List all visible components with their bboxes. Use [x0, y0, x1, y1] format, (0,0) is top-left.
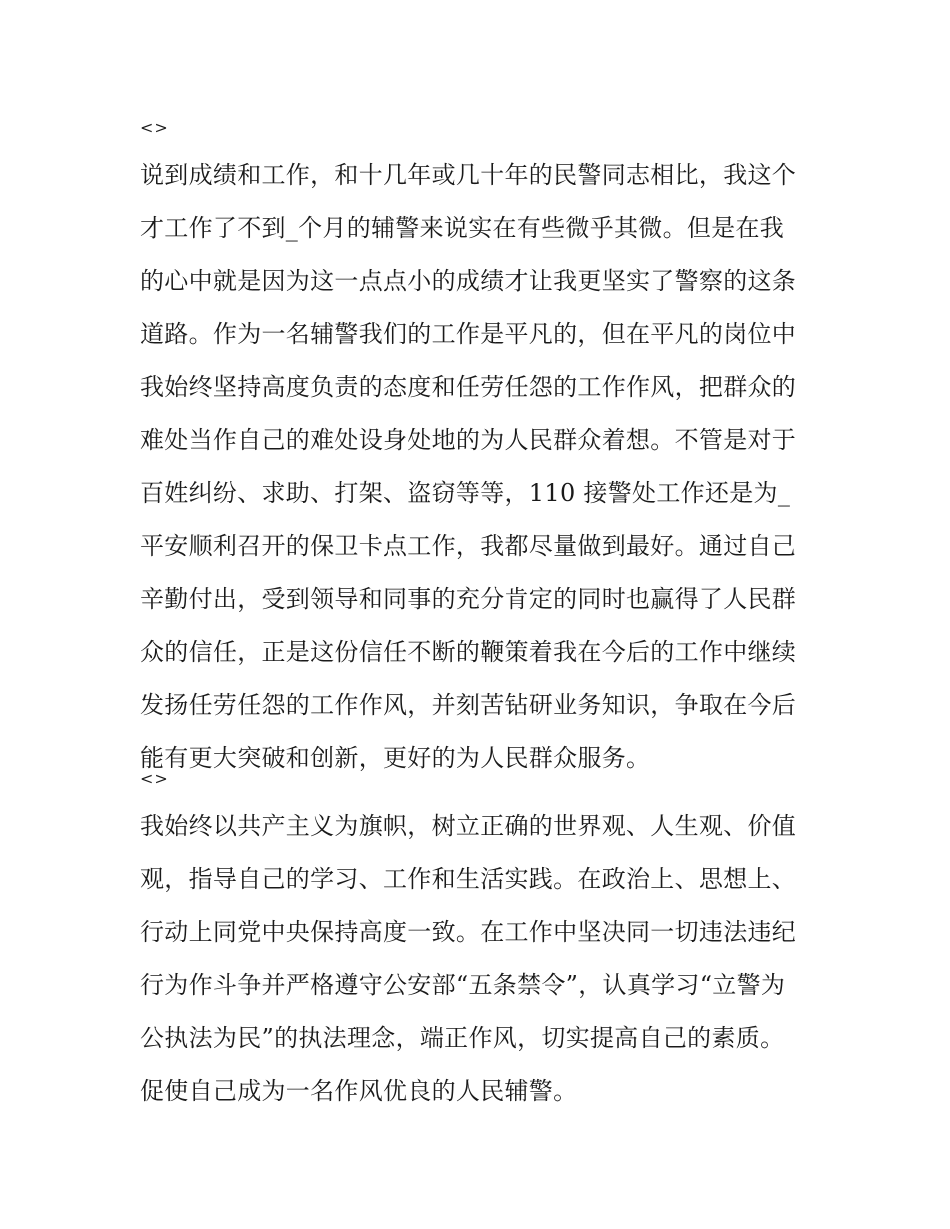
paragraph-2-line-2: 观，指导自己的学习、工作和生活实践。在政治上、思想上、	[140, 865, 797, 893]
paragraph-2-line-1: 我始终以共产主义为旗帜，树立正确的世界观、人生观、价值	[140, 812, 797, 840]
paragraph-1-line-3: 的心中就是因为这一点点小的成绩才让我更坚实了警察的这条	[140, 267, 797, 295]
paragraph-1-line-9: 辛勤付出，受到领导和同事的充分肯定的同时也赢得了人民群	[140, 585, 797, 613]
paragraph-1-line-11: 发扬任劳任怨的工作作风，并刻苦钻研业务知识，争取在今后	[140, 691, 797, 719]
paragraph-1-line-12: 能有更大突破和创新，更好的为人民群众服务。	[140, 744, 651, 772]
paragraph-1-line-2: 才工作了不到_个月的辅警来说实在有些微乎其微。但是在我	[140, 214, 785, 242]
section-marker-1: <>	[140, 118, 169, 137]
paragraph-1-line-10: 众的信任，正是这份信任不断的鞭策着我在今后的工作中继续	[140, 638, 797, 666]
paragraph-1-line-8: 平安顺利召开的保卫卡点工作，我都尽量做到最好。通过自己	[140, 532, 797, 560]
paragraph-2-line-3: 行动上同党中央保持高度一致。在工作中坚决同一切违法违纪	[140, 918, 797, 946]
paragraph-2-line-4: 行为作斗争并严格遵守公安部“五条禁令”，认真学习“立警为	[140, 971, 786, 999]
paragraph-1-line-5: 我始终坚持高度负责的态度和任劳任怨的工作作风，把群众的	[140, 373, 797, 401]
paragraph-1-line-6: 难处当作自己的难处设身处地的为人民群众着想。不管是对于	[140, 426, 797, 454]
section-marker-2: <>	[140, 769, 169, 788]
paragraph-2-line-5: 公执法为民”的执法理念，端正作风，切实提高自己的素质。	[140, 1024, 785, 1052]
paragraph-1-line-7: 百姓纠纷、求助、打架、盗窃等等，110 接警处工作还是为_	[140, 479, 791, 507]
paragraph-2-line-6: 促使自己成为一名作风优良的人民辅警。	[140, 1077, 578, 1105]
paragraph-1-line-1: 说到成绩和工作，和十几年或几十年的民警同志相比，我这个	[140, 161, 797, 189]
paragraph-1-line-4: 道路。作为一名辅警我们的工作是平凡的，但在平凡的岗位中	[140, 320, 797, 348]
